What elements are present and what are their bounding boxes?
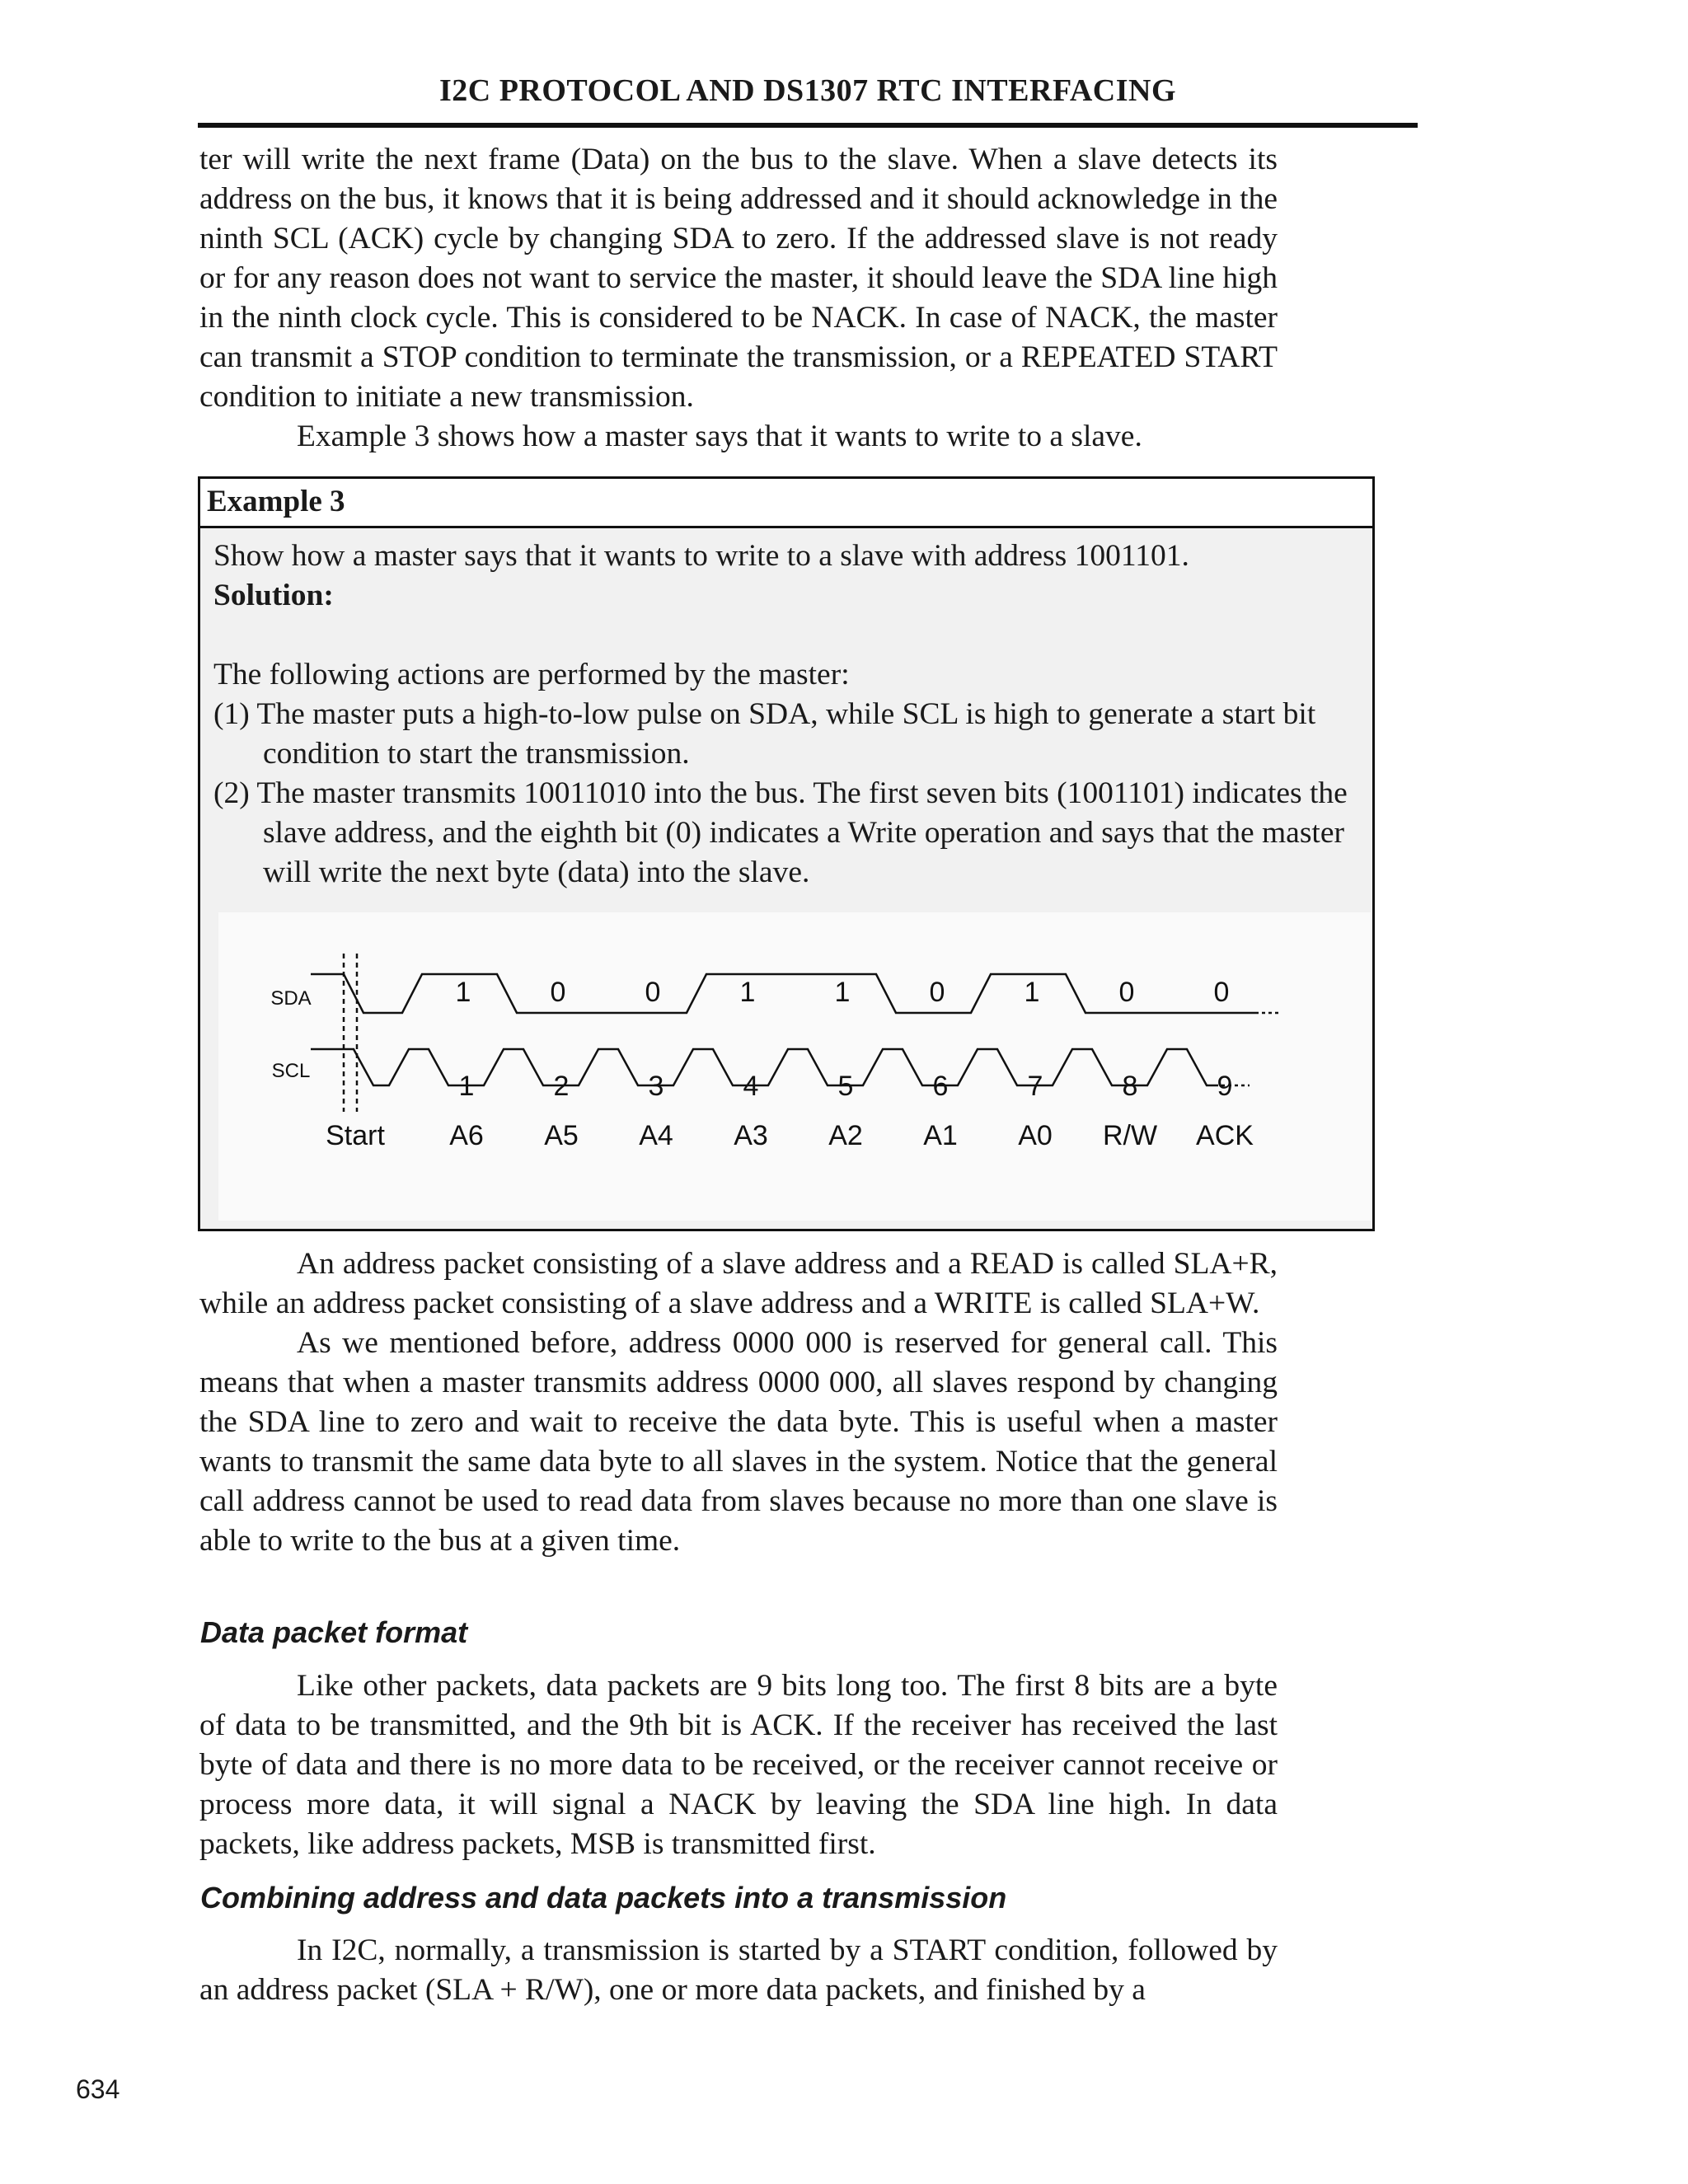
clock-number: 3 bbox=[648, 1071, 664, 1102]
section-heading: Combining address and data packets into a transmission bbox=[200, 1881, 1007, 1915]
bit-name: A3 bbox=[734, 1120, 768, 1151]
clock-number: 7 bbox=[1027, 1071, 1043, 1102]
solution-step: (1) The master puts a high-to-low pulse on SDA, while SCL is high to generate a start bit condition to start the transmission. bbox=[213, 697, 1316, 771]
scl-label: SCL bbox=[271, 1060, 311, 1082]
bit-name: A4 bbox=[639, 1120, 673, 1151]
paragraph-combining: In I2C, normally, a transmission is started by a START condition, followed by an address packet (SLA + R/W), one or more data packets, and finished by a bbox=[199, 1933, 1278, 2007]
example-body bbox=[213, 537, 1363, 893]
example-box bbox=[198, 476, 1375, 1231]
sda-bit-value: 0 bbox=[929, 977, 945, 1008]
example-title: Example 3 bbox=[200, 479, 1372, 528]
bit-name: ACK bbox=[1196, 1120, 1254, 1151]
paragraph-continued: ter will write the next frame (Data) on the bus to the slave. When a slave detects its address on the bus, it knows that it is being addressed and it should acknowledge in the ninth SCL (ACK) cycle by changing SDA to zero. If the addressed slave is not ready or for any reason does not want to service the master, it should leave the SDA line high in the ninth clock cycle. This is considered to be NACK. In case of NACK, the master can transmit a STOP condition to terminate the transmission, or a REPEATED START condition to initiate a new transmission. bbox=[199, 143, 1278, 414]
clock-number: 8 bbox=[1122, 1071, 1138, 1102]
combining-text bbox=[199, 1931, 1278, 2010]
clock-number: 5 bbox=[837, 1071, 854, 1102]
clock-number: 9 bbox=[1217, 1071, 1233, 1102]
section-heading: Data packet format bbox=[200, 1615, 468, 1649]
paragraph-general-call: As we mentioned before, address 0000 000 is reserved for general call. This means that when a master transmits address 0000 000, all slaves respond by changing the SDA line to zero and wait to receive the data byte. This is useful when a master wants to transmit the same data byte to all slaves in the system. Notice that the general call address cannot be used to read data from slaves because no more than one slave is able to write to the bus at a given time. bbox=[199, 1326, 1278, 1558]
paragraph-sla: An address packet consisting of a slave address and a READ is called SLA+R, while an address packet consisting of a slave address and a WRITE is called SLA+W. bbox=[199, 1247, 1278, 1320]
solution-intro: The following actions are performed by the master: bbox=[213, 658, 850, 691]
page-number: 634 bbox=[76, 2074, 120, 2104]
bit-name: A2 bbox=[828, 1120, 863, 1151]
spacer bbox=[213, 616, 1363, 655]
bit-name: A0 bbox=[1018, 1120, 1053, 1151]
sda-bit-value: 0 bbox=[645, 977, 661, 1008]
i2c-timing-diagram bbox=[218, 912, 1371, 1221]
middle-text bbox=[199, 1244, 1278, 1561]
header-rule bbox=[198, 123, 1418, 128]
sda-bit-value: 1 bbox=[1024, 977, 1040, 1008]
sda-label: SDA bbox=[270, 987, 312, 1010]
start-label: Start bbox=[326, 1120, 385, 1151]
top-text bbox=[199, 140, 1278, 457]
clock-number: 1 bbox=[458, 1071, 475, 1102]
clock-number: 2 bbox=[553, 1071, 570, 1102]
clock-number: 6 bbox=[932, 1071, 949, 1102]
sda-bit-value: 1 bbox=[739, 977, 756, 1008]
paragraph-data-packet: Like other packets, data packets are 9 bits long too. The first 8 bits are a byte of data to be transmitted, and the 9th bit is ACK. If the receiver has received the last byte of data and there is no more data to be received, or the receiver cannot receive or process more data, it will signal a NACK by leaving the SDA line high. In data packets, like address packets, MSB is transmitted first. bbox=[199, 1669, 1278, 1861]
sda-bit-value: 0 bbox=[1118, 977, 1135, 1008]
sda-bit-value: 0 bbox=[1213, 977, 1230, 1008]
bit-name: A5 bbox=[544, 1120, 579, 1151]
sda-bit-value: 0 bbox=[550, 977, 566, 1008]
sda-bit-value: 1 bbox=[834, 977, 851, 1008]
bit-name: R/W bbox=[1102, 1120, 1158, 1151]
solution-label: Solution: bbox=[213, 579, 334, 612]
timing-diagram-svg bbox=[218, 912, 1371, 1221]
solution-step: (2) The master transmits 10011010 into the bus. The first seven bits (1001101) indicates the slave address, and the eighth bit (0) indicates a Write operation and says that the master will write the next byte (data) into the slave. bbox=[213, 776, 1348, 889]
bit-name: A6 bbox=[449, 1120, 484, 1151]
sda-waveform bbox=[311, 974, 1255, 1013]
running-header: I2C PROTOCOL AND DS1307 RTC INTERFACING bbox=[438, 73, 1177, 108]
sda-bit-value: 1 bbox=[455, 977, 471, 1008]
example-question: Show how a master says that it wants to write to a slave with address 1001101. bbox=[213, 539, 1189, 573]
data-packet-text bbox=[199, 1666, 1278, 1864]
clock-number: 4 bbox=[743, 1071, 759, 1102]
scl-waveform bbox=[311, 1049, 1215, 1085]
paragraph-example-intro: Example 3 shows how a master says that it wants to write to a slave. bbox=[297, 419, 1142, 453]
bit-name: A1 bbox=[923, 1120, 958, 1151]
